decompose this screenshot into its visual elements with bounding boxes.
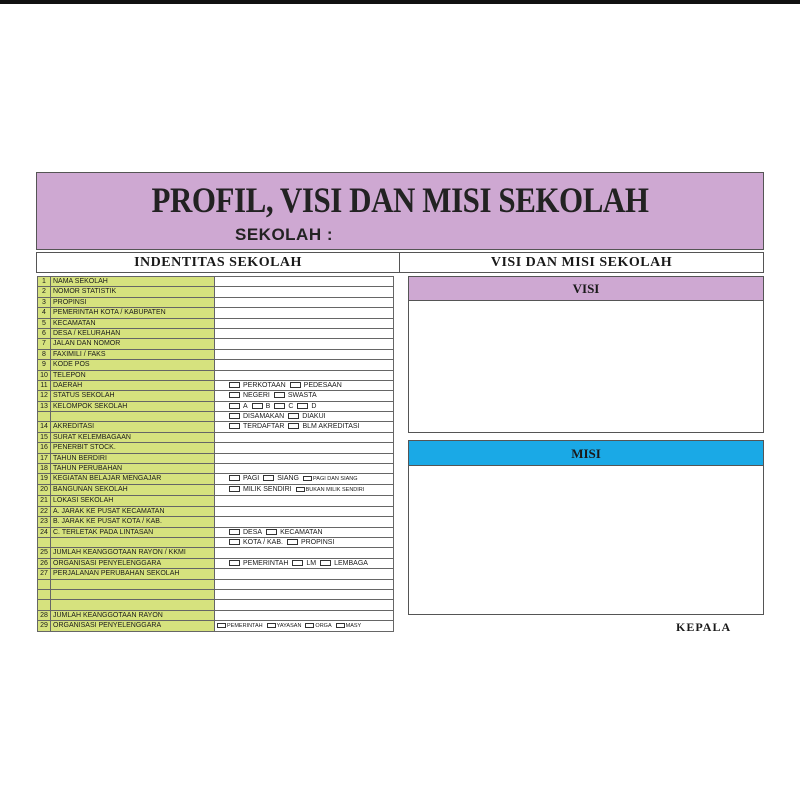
- table-row: [38, 558, 394, 568]
- row-label: SURAT KELEMBAGAAN: [51, 432, 215, 442]
- row-label: TELEPON: [51, 370, 215, 380]
- option-label: BLM AKREDITASI: [302, 423, 360, 431]
- row-value-field[interactable]: [215, 443, 394, 453]
- row-label: JALAN DAN NOMOR: [51, 339, 215, 349]
- row-label: ORGANISASI PENYELENGGARA: [51, 558, 215, 568]
- checkbox[interactable]: [229, 486, 240, 492]
- checkbox[interactable]: [229, 560, 240, 566]
- option-item: [267, 622, 302, 631]
- row-label: [51, 537, 215, 547]
- row-value-field[interactable]: [215, 308, 394, 318]
- row-number: 25: [38, 548, 51, 558]
- row-number: 7: [38, 339, 51, 349]
- table-row: [38, 464, 394, 474]
- misi-panel: [408, 440, 764, 615]
- option-item: [336, 622, 362, 631]
- row-label: DAERAH: [51, 380, 215, 390]
- row-label: KELOMPOK SEKOLAH: [51, 401, 215, 411]
- row-value-field[interactable]: [215, 600, 394, 610]
- row-label: [51, 600, 215, 610]
- row-value-field[interactable]: [215, 569, 394, 579]
- row-value-field[interactable]: [215, 277, 394, 287]
- table-row: [38, 453, 394, 463]
- row-label: FAXIMILI / FAKS: [51, 349, 215, 359]
- row-number: [38, 589, 51, 599]
- row-label: [51, 589, 215, 599]
- table-row: [38, 621, 394, 632]
- row-value-field[interactable]: [215, 432, 394, 442]
- option-item: [274, 402, 293, 411]
- row-number: 22: [38, 506, 51, 516]
- table-row: [38, 496, 394, 506]
- row-value-field[interactable]: [215, 380, 394, 390]
- option-label: YAYASAN: [276, 623, 302, 630]
- table-row: [38, 412, 394, 422]
- row-number: [38, 412, 51, 422]
- row-value-field[interactable]: [215, 318, 394, 328]
- table-row: [38, 370, 394, 380]
- row-label: NAMA SEKOLAH: [51, 277, 215, 287]
- table-row: [38, 569, 394, 579]
- row-value-field[interactable]: [215, 474, 394, 485]
- row-value-field[interactable]: [215, 589, 394, 599]
- option-label: NEGERI: [243, 392, 270, 400]
- row-label: [51, 579, 215, 589]
- title-banner: [36, 172, 764, 250]
- row-number: 27: [38, 569, 51, 579]
- row-value-field[interactable]: [215, 287, 394, 297]
- row-value-field[interactable]: [215, 527, 394, 537]
- row-number: [38, 600, 51, 610]
- option-label: PEMERINTAH: [243, 559, 289, 567]
- identity-table: [37, 276, 394, 632]
- row-label: LOKASI SEKOLAH: [51, 496, 215, 506]
- option-label: PAGI: [243, 475, 260, 483]
- row-label: A. JARAK KE PUSAT KECAMATAN: [51, 506, 215, 516]
- option-item: [229, 422, 284, 431]
- table-row: [38, 287, 394, 297]
- checkbox[interactable]: [229, 413, 240, 419]
- checkbox[interactable]: [229, 529, 240, 535]
- checkbox[interactable]: [252, 403, 263, 409]
- option-item: [229, 474, 259, 483]
- option-label: LEMBAGA: [334, 559, 368, 567]
- table-row: [38, 579, 394, 589]
- checkbox[interactable]: [287, 539, 298, 545]
- row-number: 2: [38, 287, 51, 297]
- table-row: [38, 610, 394, 620]
- row-label: AKREDITASI: [51, 422, 215, 432]
- table-row: [38, 401, 394, 411]
- option-label: D: [311, 402, 317, 410]
- row-label: BANGUNAN SEKOLAH: [51, 485, 215, 496]
- row-value-field[interactable]: [215, 360, 394, 370]
- row-label: PEMERINTAH KOTA / KABUPATEN: [51, 308, 215, 318]
- table-row: [38, 360, 394, 370]
- kepala-label: KEPALA: [676, 620, 732, 634]
- row-number: 6: [38, 328, 51, 338]
- option-label: TERDAFTAR: [243, 423, 285, 431]
- page-title: PROFIL, VISI DAN MISI SEKOLAH: [151, 180, 649, 220]
- row-number: 8: [38, 349, 51, 359]
- option-item: [303, 475, 358, 484]
- option-item: [274, 391, 317, 400]
- checkbox[interactable]: [229, 475, 240, 481]
- checkbox[interactable]: [292, 560, 303, 566]
- row-number: 14: [38, 422, 51, 432]
- row-number: 19: [38, 474, 51, 485]
- option-label: SWASTA: [287, 392, 317, 400]
- table-row: [38, 527, 394, 537]
- row-value-field[interactable]: [215, 621, 394, 632]
- table-row: [38, 517, 394, 527]
- table-row: [38, 328, 394, 338]
- table-row: [38, 485, 394, 496]
- row-label: NOMOR STATISTIK: [51, 287, 215, 297]
- row-number: 23: [38, 517, 51, 527]
- profile-board: [36, 172, 764, 635]
- option-item: [229, 528, 262, 537]
- row-number: 10: [38, 370, 51, 380]
- row-number: 24: [38, 527, 51, 537]
- row-label: KODE POS: [51, 360, 215, 370]
- option-item: [287, 538, 334, 547]
- checkbox[interactable]: [229, 382, 240, 388]
- option-label: KECAMATAN: [280, 528, 323, 536]
- option-label: DIAKUI: [302, 413, 326, 421]
- row-label: JUMLAH KEANGGOTAAN RAYON: [51, 610, 215, 620]
- option-item: [229, 381, 286, 390]
- option-item: [229, 538, 283, 547]
- checkbox[interactable]: [320, 560, 331, 566]
- row-value-field[interactable]: [215, 558, 394, 568]
- option-label: KOTA / KAB.: [243, 538, 283, 546]
- row-number: 11: [38, 380, 51, 390]
- option-label: A: [243, 402, 248, 410]
- row-value-field[interactable]: [215, 496, 394, 506]
- option-item: [297, 402, 316, 411]
- row-label: DESA / KELURAHAN: [51, 328, 215, 338]
- row-number: [38, 579, 51, 589]
- option-item: [292, 559, 316, 568]
- option-label: C: [288, 402, 294, 410]
- option-item: [320, 559, 368, 568]
- row-value-field[interactable]: [215, 328, 394, 338]
- table-row: [38, 391, 394, 401]
- row-value-field[interactable]: [215, 339, 394, 349]
- checkbox[interactable]: [290, 382, 301, 388]
- row-number: 28: [38, 610, 51, 620]
- checkbox[interactable]: [266, 529, 277, 535]
- row-value-field[interactable]: [215, 517, 394, 527]
- checkbox[interactable]: [229, 403, 240, 409]
- table-row: [38, 432, 394, 442]
- option-item: [229, 391, 270, 400]
- row-label: TAHUN PERUBAHAN: [51, 464, 215, 474]
- row-label: TAHUN BERDIRI: [51, 453, 215, 463]
- checkbox[interactable]: [217, 623, 226, 628]
- row-number: 21: [38, 496, 51, 506]
- row-value-field[interactable]: [215, 579, 394, 589]
- table-row: [38, 277, 394, 287]
- row-number: 9: [38, 360, 51, 370]
- table-row: [38, 308, 394, 318]
- row-label: PROPINSI: [51, 297, 215, 307]
- checkbox[interactable]: [305, 623, 314, 628]
- option-label: LM: [306, 559, 317, 567]
- option-item: [305, 622, 331, 631]
- checkbox[interactable]: [297, 403, 308, 409]
- row-value-field[interactable]: [215, 453, 394, 463]
- row-value-field[interactable]: [215, 422, 394, 432]
- row-number: 15: [38, 432, 51, 442]
- row-value-field[interactable]: [215, 548, 394, 558]
- checkbox[interactable]: [267, 623, 276, 628]
- option-item: [217, 622, 263, 631]
- row-number: 17: [38, 453, 51, 463]
- checkbox[interactable]: [336, 623, 345, 628]
- row-number: 12: [38, 391, 51, 401]
- row-label: JUMLAH KEANGGOTAAN RAYON / KKMI: [51, 548, 215, 558]
- option-label: ORGA: [315, 623, 332, 630]
- row-value-field[interactable]: [215, 297, 394, 307]
- table-row: [38, 537, 394, 547]
- table-row: [38, 474, 394, 485]
- row-label: B. JARAK KE PUSAT KOTA / KAB.: [51, 517, 215, 527]
- checkbox[interactable]: [288, 413, 299, 419]
- row-number: 13: [38, 401, 51, 411]
- visi-header: VISI: [409, 277, 763, 301]
- identity-heading: INDENTITAS SEKOLAH: [36, 252, 400, 273]
- row-label: [51, 412, 215, 422]
- table-row: [38, 600, 394, 610]
- checkbox[interactable]: [274, 403, 285, 409]
- row-label: PERJALANAN PERUBAHAN SEKOLAH: [51, 569, 215, 579]
- table-row: [38, 506, 394, 516]
- option-label: BUKAN MILIK SENDIRI: [305, 487, 365, 494]
- table-row: [38, 297, 394, 307]
- row-number: [38, 537, 51, 547]
- school-name-label: SEKOLAH :: [235, 225, 333, 244]
- checkbox[interactable]: [263, 475, 274, 481]
- option-item: [229, 485, 292, 494]
- row-value-field[interactable]: [215, 537, 394, 547]
- row-number: 1: [38, 277, 51, 287]
- row-number: 16: [38, 443, 51, 453]
- row-value-field[interactable]: [215, 485, 394, 496]
- option-item: [288, 422, 359, 431]
- misi-header: MISI: [409, 441, 763, 466]
- option-item: [252, 402, 271, 411]
- table-row: [38, 380, 394, 390]
- row-value-field[interactable]: [215, 610, 394, 620]
- table-row: [38, 318, 394, 328]
- checkbox[interactable]: [274, 392, 285, 398]
- option-item: [229, 402, 248, 411]
- row-number: 26: [38, 558, 51, 568]
- table-row: [38, 339, 394, 349]
- table-row: [38, 349, 394, 359]
- row-number: 5: [38, 318, 51, 328]
- row-label: ORGANISASI PENYELENGGARA: [51, 621, 215, 632]
- table-row: [38, 422, 394, 432]
- row-number: 29: [38, 621, 51, 632]
- row-value-field[interactable]: [215, 370, 394, 380]
- option-label: PERKOTAAN: [243, 381, 286, 389]
- option-label: B: [265, 402, 271, 410]
- checkbox[interactable]: [229, 539, 240, 545]
- checkbox[interactable]: [288, 423, 299, 429]
- row-value-field[interactable]: [215, 401, 394, 411]
- option-item: [266, 528, 323, 537]
- row-value-field[interactable]: [215, 412, 394, 422]
- row-value-field[interactable]: [215, 464, 394, 474]
- table-row: [38, 589, 394, 599]
- row-label: C. TERLETAK PADA LINTASAN: [51, 527, 215, 537]
- option-item: [288, 412, 325, 421]
- option-label: MASY: [345, 623, 362, 630]
- option-item: [296, 486, 365, 495]
- table-row: [38, 443, 394, 453]
- row-label: KECAMATAN: [51, 318, 215, 328]
- checkbox[interactable]: [296, 487, 305, 492]
- row-value-field[interactable]: [215, 506, 394, 516]
- checkbox[interactable]: [229, 392, 240, 398]
- row-number: 18: [38, 464, 51, 474]
- checkbox[interactable]: [229, 423, 240, 429]
- row-label: KEGIATAN BELAJAR MENGAJAR: [51, 474, 215, 485]
- option-item: [290, 381, 342, 390]
- option-label: MILIK SENDIRI: [243, 486, 292, 494]
- row-number: 4: [38, 308, 51, 318]
- table-row: [38, 548, 394, 558]
- option-label: SIANG: [277, 475, 300, 483]
- option-label: PEDESAAN: [303, 381, 342, 389]
- option-label: DESA: [243, 528, 263, 536]
- row-value-field[interactable]: [215, 349, 394, 359]
- visi-panel: [408, 276, 764, 433]
- option-label: DISAMAKAN: [243, 413, 285, 421]
- checkbox[interactable]: [303, 476, 312, 481]
- top-edge-bar: [0, 0, 800, 4]
- row-label: PENERBIT STOCK.: [51, 443, 215, 453]
- option-label: PAGI DAN SIANG: [313, 476, 358, 483]
- option-item: [263, 474, 299, 483]
- option-item: [229, 559, 288, 568]
- row-label: STATUS SEKOLAH: [51, 391, 215, 401]
- option-label: PEMERINTAH: [227, 623, 263, 630]
- row-number: 3: [38, 297, 51, 307]
- row-value-field[interactable]: [215, 391, 394, 401]
- vision-mission-heading: VISI DAN MISI SEKOLAH: [400, 252, 764, 273]
- option-label: PROPINSI: [300, 538, 335, 546]
- option-item: [229, 412, 284, 421]
- row-number: 20: [38, 485, 51, 496]
